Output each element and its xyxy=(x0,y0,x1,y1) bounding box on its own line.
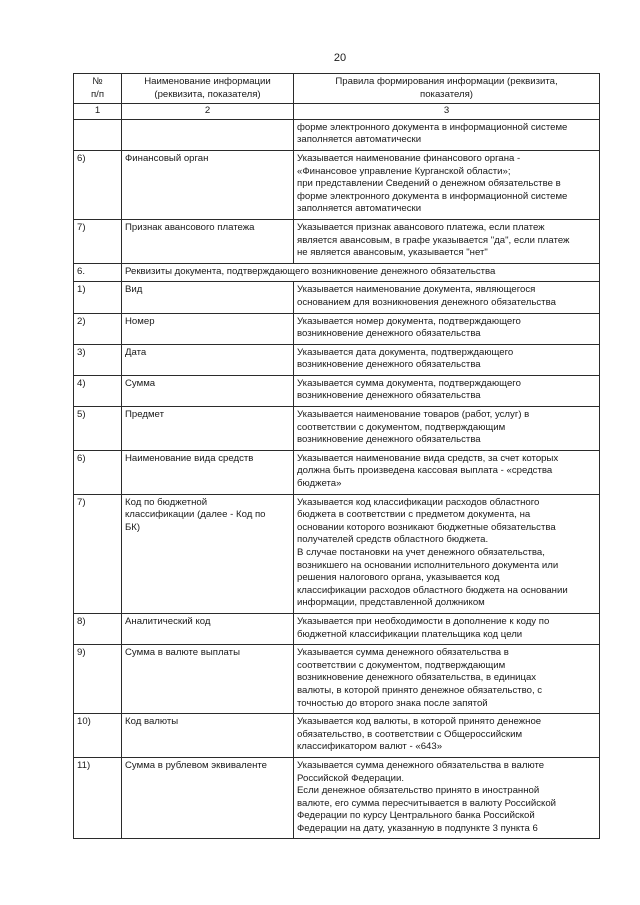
table-row xyxy=(74,313,600,344)
requisite-name: Аналитический код xyxy=(122,613,294,644)
formation-rule: Указывается при необходимости в дополнение к коду по бюджетной классификации плательщика код цели xyxy=(294,613,600,644)
table-row xyxy=(74,613,600,644)
row-number: 9) xyxy=(74,645,122,714)
row-number: 11) xyxy=(74,757,122,839)
table-row xyxy=(74,344,600,375)
table-row xyxy=(74,375,600,406)
row-number xyxy=(74,119,122,150)
formation-rule: Указывается код валюты, в которой принято денежное обязательство, в соответствии с Общероссийским классификатором валют - «643» xyxy=(294,714,600,758)
column-number: 2 xyxy=(122,104,294,120)
requisite-name: Дата xyxy=(122,344,294,375)
formation-rule: форме электронного документа в информационной системе заполняется автоматически xyxy=(294,119,600,150)
header-info-name: Наименование информации (реквизита, показателя) xyxy=(122,74,294,104)
formation-rule: Указывается сумма денежного обязательства в соответствии с документом, подтверждающим возникновение денежного обязательства, в единицах валюты, в которой принято денежное обязательство, с точностью до второго знака после запятой xyxy=(294,645,600,714)
table-row xyxy=(74,150,600,219)
row-number: 10) xyxy=(74,714,122,758)
requisite-name xyxy=(122,119,294,150)
row-number: 1) xyxy=(74,282,122,313)
table-row xyxy=(74,714,600,758)
row-number: 5) xyxy=(74,407,122,451)
column-numbers-row xyxy=(74,104,600,120)
section-row xyxy=(74,263,600,282)
formation-rule: Указывается наименование товаров (работ, услуг) в соответствии с документом, подтверждающим возникновение денежного обязательства xyxy=(294,407,600,451)
row-number: 7) xyxy=(74,494,122,613)
requisite-name: Сумма xyxy=(122,375,294,406)
formation-rule: Указывается дата документа, подтверждающего возникновение денежного обязательства xyxy=(294,344,600,375)
requisite-name: Предмет xyxy=(122,407,294,451)
requisite-name: Сумма в валюте выплаты xyxy=(122,645,294,714)
table-header-row xyxy=(74,74,600,104)
formation-rule: Указывается сумма документа, подтверждающего возникновение денежного обязательства xyxy=(294,375,600,406)
requisite-name: Наименование вида средств xyxy=(122,450,294,494)
header-number: № п/п xyxy=(74,74,122,104)
row-number: 3) xyxy=(74,344,122,375)
formation-rule: Указывается номер документа, подтверждающего возникновение денежного обязательства xyxy=(294,313,600,344)
row-number: 4) xyxy=(74,375,122,406)
formation-rule: Указывается наименование документа, являющегося основанием для возникновения денежного обязательства xyxy=(294,282,600,313)
formation-rule: Указывается признак авансового платежа, если платеж является авансовым, в графе указывается "да", если платеж не является авансовым, указывается "нет" xyxy=(294,219,600,263)
table-row xyxy=(74,282,600,313)
table-row xyxy=(74,757,600,839)
row-number: 8) xyxy=(74,613,122,644)
requisite-name: Признак авансового платежа xyxy=(122,219,294,263)
header-rules: Правила формирования информации (реквизита, показателя) xyxy=(294,74,600,104)
table-row xyxy=(74,494,600,613)
row-number: 6) xyxy=(74,450,122,494)
row-number: 6. xyxy=(74,263,122,282)
requisite-name: Код валюты xyxy=(122,714,294,758)
requisite-name: Номер xyxy=(122,313,294,344)
table-row xyxy=(74,450,600,494)
column-number: 1 xyxy=(74,104,122,120)
row-number: 7) xyxy=(74,219,122,263)
table-row xyxy=(74,119,600,150)
column-number: 3 xyxy=(294,104,600,120)
formation-rule: Указывается сумма денежного обязательства в валюте Российской Федерации. Если денежное обязательство принято в иностранной валюте, его сумма пересчитывается в валюту Российской Федерации по курсу Центрального банка Российской Федерации на дату, указанную в подпункте 3 пункта 6 xyxy=(294,757,600,839)
section-title: Реквизиты документа, подтверждающего возникновение денежного обязательства xyxy=(122,263,600,282)
row-number: 6) xyxy=(74,150,122,219)
formation-rule: Указывается наименование финансового органа - «Финансовое управление Курганской области»; при представлении Сведений о денежном обязательстве в форме электронного документа в информационной системе заполняется автоматически xyxy=(294,150,600,219)
table-row xyxy=(74,219,600,263)
table-row xyxy=(74,645,600,714)
requisite-name: Сумма в рублевом эквиваленте xyxy=(122,757,294,839)
requisite-name: Финансовый орган xyxy=(122,150,294,219)
page-number: 20 xyxy=(333,52,347,64)
formation-rule: Указывается код классификации расходов областного бюджета в соответствии с предметом документа, на основании которого возникают бюджетные обязательства получателей средств областного бюджета. В случае постановки на учет денежного обязательства, возникшего на основании исполнительного документа или решения налогового органа, указывается код классификации расходов областного бюджета на основании информации, представленной должником xyxy=(294,494,600,613)
table-row xyxy=(74,407,600,451)
row-number: 2) xyxy=(74,313,122,344)
formation-rule: Указывается наименование вида средств, за счет которых должна быть произведена кассовая выплата - «средства бюджета» xyxy=(294,450,600,494)
requisite-name: Вид xyxy=(122,282,294,313)
requisite-name: Код по бюджетной классификации (далее - Код по БК) xyxy=(122,494,294,613)
requisites-table xyxy=(73,73,600,839)
